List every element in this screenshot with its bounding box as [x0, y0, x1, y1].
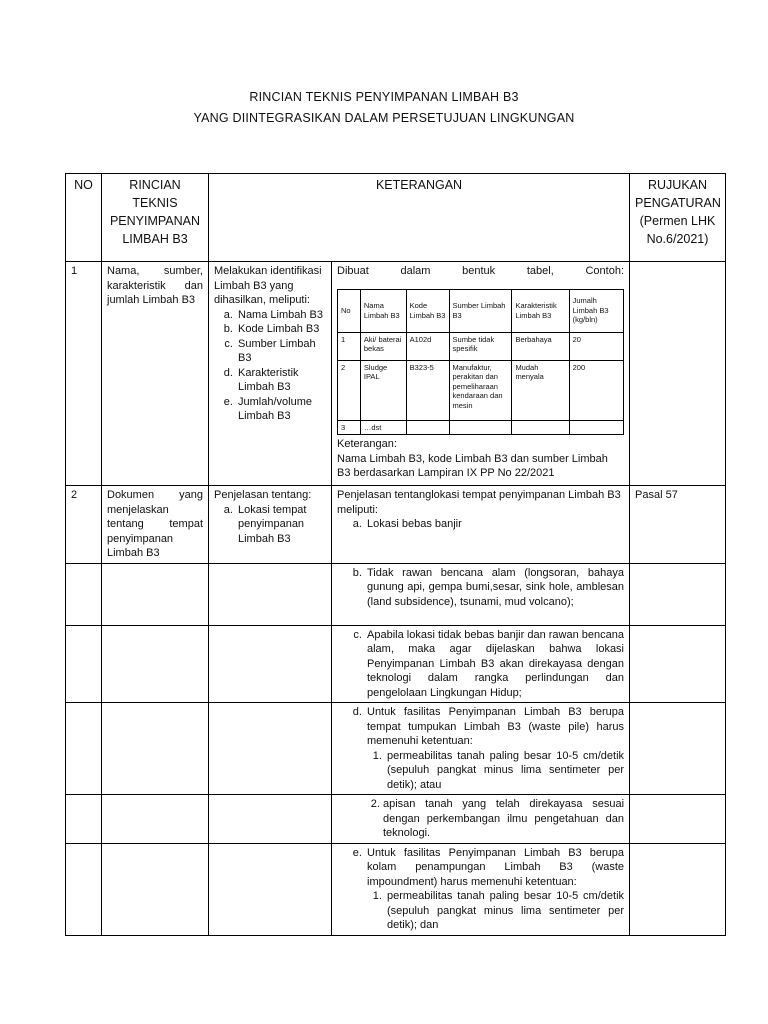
example-cell: 2 [338, 360, 361, 420]
row7-description [332, 843, 630, 935]
table-row [66, 795, 726, 844]
header-rincian: RINCIAN TEKNIS PENYIMPANAN LIMBAH B3 [102, 174, 209, 262]
example-table [337, 289, 624, 436]
row5-description [332, 703, 630, 795]
example-cell [569, 420, 623, 435]
empty-cell [102, 795, 209, 844]
row2-rincian: Dokumen yang menjelaskan tentang tempat penyimpanan Limbah B3 [102, 486, 209, 564]
example-row [338, 332, 624, 360]
row2-no: 2 [66, 486, 102, 564]
header-rujukan: RUJUKAN PENGATURAN (Permen LHK No.6/2021) [630, 174, 726, 262]
list-item: d. Untuk fasilitas Penyimpanan Limbah B3 berupa tempat tumpukan Limbah B3 (waste pile) harus memenuhi ketentuan: 1. permeabilitas tanah paling besar 10-5 cm/detik (sepuluh pangkat minus lima sentimeter per detik); atau [365, 705, 624, 792]
row3-description [332, 563, 630, 625]
list-item: a. Lokasi tempat penyimpanan Limbah B3 [236, 503, 326, 547]
list-item: a. Nama Limbah B3 [236, 308, 326, 323]
header-row [66, 174, 726, 262]
empty-cell [102, 703, 209, 795]
row5-desc-list [337, 705, 624, 792]
empty-cell [630, 843, 726, 935]
row2-ket-list [214, 503, 326, 547]
list-item: c. Sumber Limbah B3 [236, 337, 326, 366]
row1-description [332, 262, 630, 486]
empty-cell [630, 703, 726, 795]
empty-cell [66, 843, 102, 935]
example-header-cell: Nama Limbah B3 [360, 289, 406, 332]
row3-desc-list [337, 566, 624, 610]
example-cell: Berbahaya [512, 332, 569, 360]
table-row [66, 625, 726, 703]
example-cell: Aki/ baterai bekas [360, 332, 406, 360]
table-row [66, 262, 726, 486]
empty-cell [102, 843, 209, 935]
empty-cell [102, 625, 209, 703]
row1-rujukan [630, 262, 726, 486]
row2-ket-intro: Penjelasan tentang: [214, 489, 312, 501]
row1-desc-intro: Dibuat dalam bentuk tabel, Contoh: [337, 265, 624, 277]
empty-cell [66, 625, 102, 703]
row1-note-text: Nama Limbah B3, kode Limbah B3 dan sumber Limbah B3 berdasarkan Lampiran IX PP No 22/2021 [337, 452, 608, 479]
list-item: c. Apabila lokasi tidak bebas banjir dan rawan bencana alam, maka agar dijelaskan bahwa lokasi Penyimpanan Limbah B3 akan direkayasa dengan teknologi dalam rangka perlindungan dan pengelolaan Lingkungan Hidup; [365, 628, 624, 701]
row1-note-label: Keterangan: [337, 438, 397, 450]
example-cell [449, 420, 512, 435]
example-cell: A102d [406, 332, 449, 360]
list-item: b. Kode Limbah B3 [236, 322, 326, 337]
row6-sub-list [337, 797, 624, 841]
header-no: NO [66, 174, 102, 262]
list-item: 1. permeabilitas tanah paling besar 10-5 cm/detik (sepuluh pangkat minus lima sentimeter per detik); atau [385, 749, 624, 793]
empty-cell [102, 563, 209, 625]
row2-rujukan: Pasal 57 [630, 486, 726, 564]
empty-cell [209, 795, 332, 844]
example-header-cell: Jumalh Limbah B3 (kg/bln) [569, 289, 623, 332]
row4-desc-list [337, 628, 624, 701]
empty-cell [630, 563, 726, 625]
example-cell: Mudah menyala [512, 360, 569, 420]
empty-cell [66, 703, 102, 795]
row1-ket-list [214, 308, 326, 424]
row2-desc-list [337, 517, 624, 532]
list-item: d. Karakteristik Limbah B3 [236, 366, 326, 395]
row2-description [332, 486, 630, 564]
empty-cell [209, 625, 332, 703]
table-row [66, 843, 726, 935]
empty-cell [209, 843, 332, 935]
example-cell: 200 [569, 360, 623, 420]
example-cell [512, 420, 569, 435]
example-cell: 3 [338, 420, 361, 435]
empty-cell [66, 795, 102, 844]
main-table [65, 173, 726, 936]
row1-no: 1 [66, 262, 102, 486]
empty-cell [66, 563, 102, 625]
example-cell [406, 420, 449, 435]
list-item: 2. apisan tanah yang telah direkayasa sesuai dengan perkembangan ilmu pengetahuan dan teknologi. [383, 797, 624, 841]
example-cell: 20 [569, 332, 623, 360]
row1-rincian: Nama, sumber, karakteristik dan jumlah Limbah B3 [102, 262, 209, 486]
row1-ket-intro: Melakukan identifikasi Limbah B3 yang dihasilkan, meliputi: [214, 265, 322, 306]
table-row [66, 703, 726, 795]
example-row [338, 420, 624, 435]
row7-desc-list [337, 846, 624, 933]
example-cell: 1 [338, 332, 361, 360]
example-header-cell: Sumber Limbah B3 [449, 289, 512, 332]
row5-sub-list [367, 749, 624, 793]
example-cell: Sludge IPAL [360, 360, 406, 420]
header-keterangan: KETERANGAN [209, 174, 630, 262]
document-title-line-1: RINCIAN TEKNIS PENYIMPANAN LIMBAH B3 [249, 90, 519, 104]
row4-description [332, 625, 630, 703]
empty-cell [209, 563, 332, 625]
empty-cell [209, 703, 332, 795]
list-item: 1. permeabilitas tanah paling besar 10-5 cm/detik (sepuluh pangkat minus lima sentimeter per detik); dan [385, 889, 624, 933]
row2-desc-intro: Penjelasan tentanglokasi tempat penyimpanan Limbah B3 meliputi: [337, 489, 621, 516]
example-header-cell: Kode Limbah B3 [406, 289, 449, 332]
table-row [66, 563, 726, 625]
empty-cell [630, 625, 726, 703]
row2-keterangan [209, 486, 332, 564]
table-row [66, 486, 726, 564]
example-cell: Sumbe tidak spesifik [449, 332, 512, 360]
row6-description [332, 795, 630, 844]
example-header-row [338, 289, 624, 332]
example-header-cell: No [338, 289, 361, 332]
document-title-line-2: YANG DIINTEGRASIKAN DALAM PERSETUJUAN LINGKUNGAN [193, 111, 575, 125]
empty-cell [630, 795, 726, 844]
example-header-cell: Karakteristik Limbah B3 [512, 289, 569, 332]
row1-keterangan [209, 262, 332, 486]
example-cell: B323-5 [406, 360, 449, 420]
list-item: e. Jumlah/volume Limbah B3 [236, 395, 326, 424]
list-item: e. Untuk fasilitas Penyimpanan Limbah B3 berupa kolam penampungan Limbah B3 (waste impoundment) harus memenuhi ketentuan: 1. permeabilitas tanah paling besar 10-5 cm/detik (sepuluh pangkat minus lima sentimeter per detik); dan [365, 846, 624, 933]
example-cell: Manufaktur, perakitan dan pemeliharaan kendaraan dan mesin [449, 360, 512, 420]
example-cell: …dst [360, 420, 406, 435]
row7-sub-list [367, 889, 624, 933]
list-item: b. Tidak rawan bencana alam (longsoran, bahaya gunung api, gempa bumi,sesar, sink hole, amblesan (land subsidence), tsunami, mud volcano); [365, 566, 624, 610]
list-item: a. Lokasi bebas banjir [365, 517, 624, 532]
example-row [338, 360, 624, 420]
